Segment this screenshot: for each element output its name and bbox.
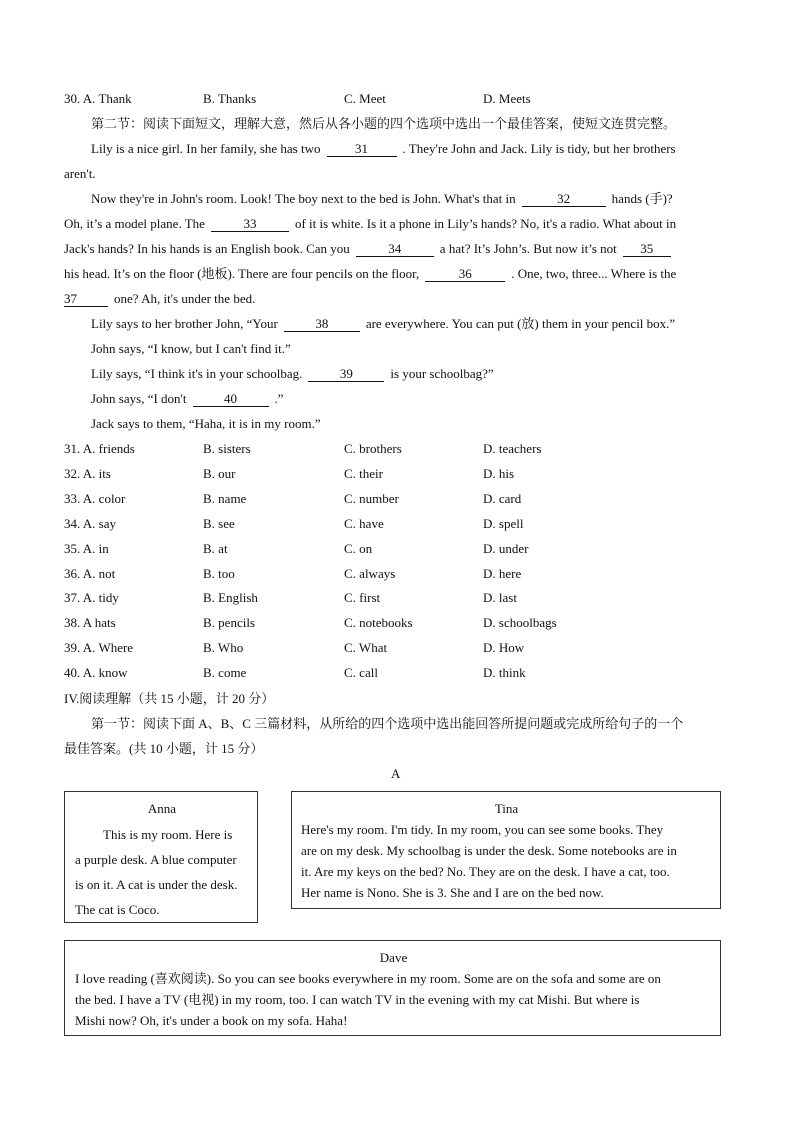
option-row-39-c: C. What <box>344 640 388 656</box>
option-row-40-b: B. come <box>203 665 247 681</box>
dave-name: Dave <box>379 950 408 965</box>
passage-line-7: 37 one? Ah, it's under the bed. <box>64 291 256 306</box>
passage-line-2: aren't. <box>64 166 96 181</box>
option-row-38-b: B. pencils <box>203 615 255 631</box>
passage-line-6: his head. It’s on the floor (地板). There are four pencils on the floor, 36 . One, two, three... Where is the <box>64 266 677 281</box>
q30-option-d: D. Meets <box>483 91 531 106</box>
option-row-32-b: B. our <box>203 465 236 481</box>
blank-31[interactable]: 31 <box>327 141 397 157</box>
passage-line-1: Lily is a nice girl. In her family, she has two 31 . They're John and Jack. Lily is tidy, but her brothers <box>91 141 676 156</box>
anna-box <box>64 791 258 923</box>
option-row-39-a <box>64 639 133 657</box>
blank-39[interactable]: 39 <box>308 366 384 382</box>
option-a-text: Where <box>98 640 134 656</box>
blank-33[interactable]: 33 <box>211 216 289 232</box>
dave-box <box>64 940 721 1036</box>
option-row-36-d: D. here <box>483 565 522 581</box>
anna-name: Anna <box>147 801 177 816</box>
option-row-37-c: C. first <box>344 590 381 606</box>
option-number: 39. A. <box>64 640 96 656</box>
option-row-35-d: D. under <box>483 540 529 556</box>
tina-text: Here's my room. I'm tidy. In my room, you can see some books. They are on my desk. My schoolbag is under the desk. Some notebooks are in it. Are my keys on the bed? No. They are on the desk. I have a cat, too. Her name is Nono. She is 3. She and I are on the bed now. <box>301 822 677 900</box>
option-row-34-b: B. see <box>203 515 235 531</box>
passage-line-3: Now they're in John's room. Look! The boy next to the bed is John. What's that in 32 hands (手)? <box>91 191 673 206</box>
option-a-text: hats <box>94 615 116 631</box>
q30-option-c: C. Meet <box>344 91 386 106</box>
section-a-label: A <box>391 766 401 781</box>
passage-line-9: John says, “I know, but I can't find it.” <box>91 341 291 356</box>
option-a-text: friends <box>98 441 135 456</box>
option-number: 36. A. <box>64 565 96 581</box>
passage-line-4: Oh, it’s a model plane. The 33 of it is white. Is it a phone in Lily’s hands? No, it's a radio. What about in <box>64 216 677 231</box>
option-row-37-b: B. English <box>203 590 258 606</box>
option-a-text: color <box>98 490 126 506</box>
option-row-31-a <box>64 440 135 458</box>
blank-37[interactable]: 37 <box>64 291 108 307</box>
blank-38[interactable]: 38 <box>284 316 360 332</box>
option-row-39-d: D. How <box>483 640 525 656</box>
tina-name: Tina <box>494 801 519 816</box>
tina-box <box>291 791 721 909</box>
option-row-33-d: D. card <box>483 490 522 506</box>
blank-32[interactable]: 32 <box>522 191 606 207</box>
option-row-40-d: D. think <box>483 665 526 681</box>
passage-line-10: Lily says, “I think it's in your schoolbag. 39 is your schoolbag?” <box>91 366 494 381</box>
option-number: 37. A. <box>64 590 96 606</box>
option-row-33-b: B. name <box>203 490 247 506</box>
option-row-36-a <box>64 565 115 583</box>
option-row-35-a <box>64 540 109 558</box>
option-number: 38. A <box>64 615 92 631</box>
option-row-34-d: D. spell <box>483 515 524 531</box>
option-row-36-c: C. always <box>344 565 396 581</box>
option-row-40-a <box>64 664 128 682</box>
dave-text: I love reading (喜欢阅读). So you can see books everywhere in my room. Some are on the sofa and some are on the bed. I have a TV (电视) in my room, too. I can watch TV in the evening with my cat Mishi. But where is Mishi now? Oh, it's under a book on my sofa. Haha! <box>75 971 661 1028</box>
option-row-31-d: D. teachers <box>483 441 542 456</box>
option-number: 33. A. <box>64 490 96 506</box>
option-row-37-a <box>64 589 119 607</box>
option-number: 40. A. <box>64 665 96 681</box>
option-row-32-c: C. their <box>344 465 383 481</box>
blank-35[interactable]: 35 <box>623 241 671 257</box>
part4-header: IV.阅读理解（共 15 小题，计 20 分） <box>64 691 275 706</box>
option-row-32-a <box>64 465 111 483</box>
option-row-34-c: C. have <box>344 515 384 531</box>
section2-header: 第二节：阅读下面短文，理解大意，然后从各小题的四个选项中选出一个最佳答案，使短文连贯完整。 <box>91 116 677 131</box>
blank-36[interactable]: 36 <box>425 266 505 282</box>
passage-line-8: Lily says to her brother John, “Your 38 are everywhere. You can put (放) them in your pencil box.” <box>91 316 676 331</box>
passage-line-5: Jack's hands? In his hands is an English book. Can you 34 a hat? It’s John’s. But now it’s not 35 <box>64 240 677 258</box>
option-row-39-b: B. Who <box>203 640 244 656</box>
option-a-text: its <box>98 465 111 481</box>
option-row-38-d: D. schoolbags <box>483 615 557 631</box>
option-row-35-c: C. on <box>344 540 373 556</box>
option-row-38-c: C. notebooks <box>344 615 413 631</box>
option-row-36-b: B. too <box>203 565 235 581</box>
option-a-text: say <box>98 515 117 531</box>
option-number: 31. A. <box>64 441 96 456</box>
part4-section1-line2: 最佳答案。(共 10 小题，计 15 分） <box>64 741 264 756</box>
passage-line-11: John says, “I don't 40 .” <box>91 391 284 406</box>
option-a-text: not <box>98 565 116 581</box>
q30-num: 30. A. Thank <box>64 91 132 106</box>
anna-text: This is my room. Here is a purple desk. A blue computer is on it. A cat is under the desk. The cat is Coco. <box>75 827 238 917</box>
option-row-35-b: B. at <box>203 540 228 556</box>
option-a-text: tidy <box>98 590 119 606</box>
option-number: 35. A. <box>64 540 96 556</box>
blank-40[interactable]: 40 <box>193 391 269 407</box>
option-number: 34. A. <box>64 515 96 531</box>
option-number: 32. A. <box>64 465 96 481</box>
blank-34[interactable]: 34 <box>356 241 434 257</box>
option-a-text: know <box>98 665 128 681</box>
part4-section1-line1: 第一节：阅读下面 A、B、C 三篇材料，从所给的四个选项中选出能回答所提问题或完成所给句子的一个 <box>91 716 684 731</box>
option-row-34-a <box>64 515 116 533</box>
option-row-33-c: C. number <box>344 490 399 506</box>
passage-line-12: Jack says to them, “Haha, it is in my room.” <box>91 416 321 431</box>
option-row-40-c: C. call <box>344 665 378 681</box>
q30-option-b: B. Thanks <box>203 91 257 106</box>
option-row-37-d: D. last <box>483 590 517 606</box>
option-a-text: in <box>98 540 109 556</box>
option-row-32-d: D. his <box>483 465 515 481</box>
option-row-31-b: B. sisters <box>203 441 251 456</box>
option-row-38-a <box>64 614 116 632</box>
option-row-33-a <box>64 490 125 508</box>
option-row-31-c: C. brothers <box>344 441 402 456</box>
